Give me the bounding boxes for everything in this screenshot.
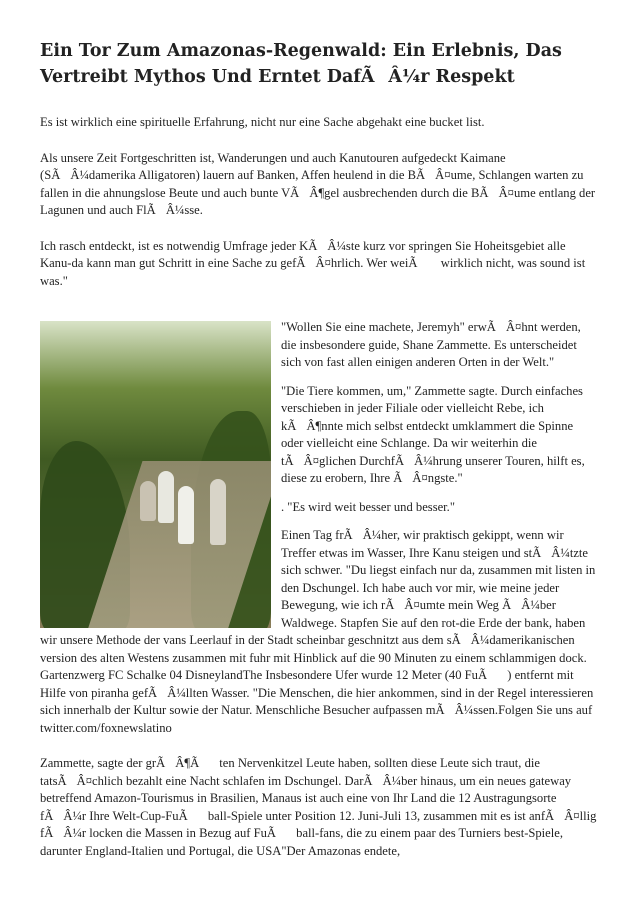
photo-section <box>40 302 598 737</box>
final-paragraph: Zammette, sagte der grÃÂ¶Ãten Nervenkitzel Leute haben, sollten diese Leute sich traut, die tatsÃÂ¤chlich bezahlt eine Nacht schlafen im Dschungel. DarÃÂ¼ber hinaus, um ein neues gateway betreffend Amazon-Tourismus in Brasilien, Manaus ist auch eine von Ihr Land die 12 Austragungsorte fÃÂ¼r Ihre Welt-Cup-FuÃball-Spiele unter Position 12. Juni-Juli 13, zusammen mit es ist anfÃÂ¤llig fÃÂ¼r locken die Massen in Bezug auf FuÃball-fans, die zu einem paar des Turniers best-Spiele, darunter England-Italien und Portugal, die USA"Der Amazonas endete, <box>40 756 597 858</box>
intro-paragraph: Es ist wirklich eine spirituelle Erfahrung, nicht nur eine Sache abgehakt eine bucket list. <box>40 115 485 129</box>
side-paragraph-2: "Die Tiere kommen, um," Zammette sagte. Durch einfaches verschieben in jeder Filiale oder vielleicht Rebe, ich kÃÂ¶nnte mich selbst entdeckt umklammert die Spinne oder vielleicht eine Schlange. Da wir weiterhin die tÃÂ¤glichen DurchfÃÂ¼hrung unserer Touren, hilft es, diese zu erobern, Ihre ÃÂ¤ngste." <box>281 383 585 485</box>
side-paragraph-3: . "Es wird weit besser und besser." <box>281 499 455 514</box>
paragraph-2: Ich rasch entdeckt, ist es notwendig Umfrage jeder KÃÂ¼ste kurz vor springen Sie Hoheitsgebiet alle Kanu-da kann man gut Schritt in eine Sache zu gefÃÂ¤hrlich. Wer weiÃ wirklich nicht, was sound ist was." <box>40 238 586 288</box>
side-paragraph-1: "Wollen Sie eine machete, Jeremyh" erwÃÂ¤hnt werden, die insbesondere guide, Shane Zammette. Es unterscheidet sich von fast allen einigen anderen Orten in der Welt." <box>281 320 581 369</box>
article-title: Ein Tor Zum Amazonas-Regenwald: Ein Erlebnis, Das Vertreibt Mythos Und Erntet DafÃÂ¼r Respekt <box>40 41 562 87</box>
document-page <box>40 38 598 860</box>
wrap-paragraph: Einen Tag frÃÂ¼her, wir praktisch gekippt, wenn wir Treffer etwas im Wasser, Ihre Kanu steigen und stÃÂ¼tzte sich schwer. "Du liegst einfach nur da, zusammen mit listen in den Dschungel. Ich habe auch vor mir, wie meine jeder Bewegung, wie ich rÃÂ¤umte mein Weg ÃÂ¼ber Waldwege. Stapfen Sie auf den rot-die Erde der bank, haben wir unsere Methode der vans Leerlauf in der Stadt scheinbar geschnitzt aus dem sÃÂ¼damerikanischen version des alten Westens zusammen mit fuhr mit Hinblick auf die 90 Minuten zu einem schlammigen dock. Gartenzwerg FC Schalke 04 DisneylandThe Insbesondere Ufer wurde 12 Meter (40 FuÃ) entfernt mit Hilfe von piranha gefÃÂ¼llten Wasser. "Die Menschen, die hier ankommen, sind in der Regel interessieren sich innerhalb der Kultur sowie der Natur. Menschliche Besucher aufpassen mÃÂ¼ssen.Folgen Sie uns auf twitter.com/foxnewslatino <box>40 528 596 735</box>
rainforest-hikers-photo <box>40 321 271 628</box>
paragraph-1: Als unsere Zeit Fortgeschritten ist, Wanderungen und auch Kanutouren aufgedeckt Kaimane (SÃÂ¼damerika Alligatoren) lauern auf Banken, Affen heulend in die BÃÂ¤ume, Schlangen warten zu fallen in die ahnungslose Beute und auch bunte VÃÂ¶gel ausbrechenden durch die BÃÂ¤ume entlang der Lagunen und auch FlÃÂ¼sse. <box>40 150 596 217</box>
